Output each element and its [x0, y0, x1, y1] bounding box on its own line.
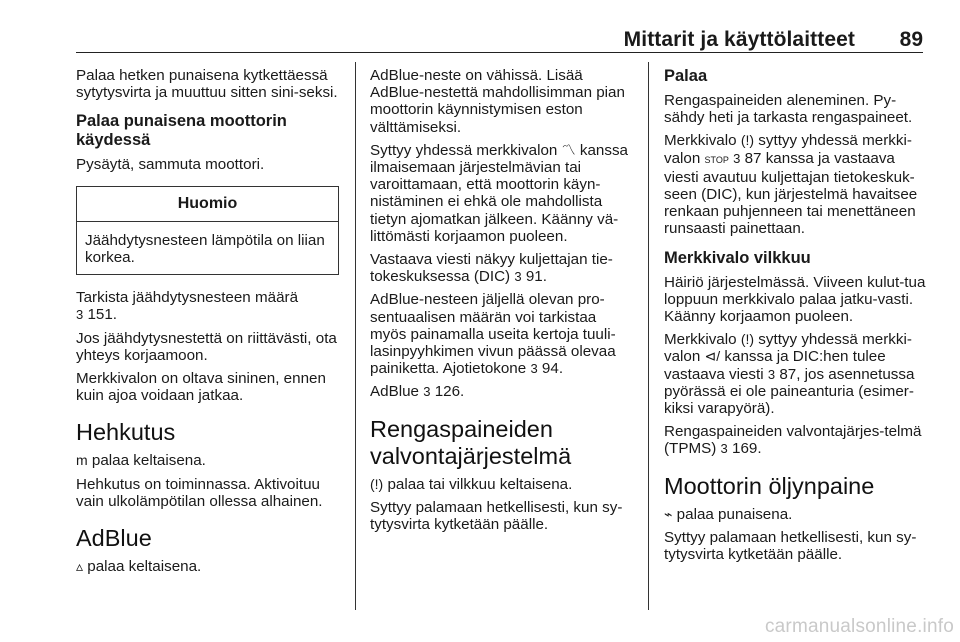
page-reference[interactable]: 151. — [87, 306, 118, 324]
header-rule — [76, 52, 923, 53]
text: Syttyy yhdessä merkkivalon — [370, 141, 558, 159]
oil-pressure-icon: ⌁ — [664, 505, 673, 522]
column-divider — [355, 62, 356, 610]
paragraph — [370, 476, 632, 493]
paragraph — [370, 383, 632, 400]
page-reference[interactable]: 91. — [525, 268, 547, 286]
paragraph — [76, 289, 339, 323]
page-header — [76, 28, 923, 50]
text: Rengaspaineiden valvontajärjes-telmä (TPMS) — [664, 423, 922, 458]
paragraph — [664, 132, 927, 237]
page-reference[interactable]: 169. — [732, 440, 762, 458]
caution-box — [76, 186, 339, 276]
glow-plug-icon: m — [76, 452, 88, 469]
paragraph — [370, 291, 632, 377]
reference-arrow-icon: 3 — [767, 366, 776, 382]
paragraph: Palaa hetken punaisena kytkettäessä sytytysvirta ja muuttuu sitten sini-seksi. — [76, 67, 338, 102]
section-heading: Moottorin öljynpaine — [664, 472, 875, 499]
paragraph: Merkkivalon on oltava sininen, ennen kuin ajoa voidaan jatkaa. — [76, 370, 326, 405]
paragraph: Häiriö järjestelmässä. Viiveen kulut-tua loppuun merkkivalo palaa jatku-vasti. Käänny korjaamon puoleen. — [664, 273, 926, 326]
text: palaa tai vilkkuu keltaisena. — [387, 475, 573, 493]
paragraph — [370, 142, 632, 245]
caution-text: Jäähdytysnesteen lämpötila on liian korkea. — [85, 231, 325, 267]
tyre-dic-icon: ⊲/ — [704, 348, 721, 365]
column-2 — [370, 67, 632, 539]
wrench-icon: 〽 — [561, 141, 576, 158]
text: Merkkivalo — [664, 132, 737, 150]
text: kanssa ilmaisemaan järjestelmävian tai varoittamaan, että moottorin käyn-nistäminen ei ehkä ole mahdollista tietyn ajomatkan jälkeen. Käänny vä-littömästi korjaamon puoleen. — [370, 141, 628, 245]
paragraph — [76, 452, 339, 469]
paragraph — [664, 506, 927, 523]
text: 87, jos asennetussa pyörässä ei ole paineanturia (esimer-kiksi varapyörä). — [664, 365, 915, 418]
page-title: Mittarit ja käyttölaitteet — [623, 28, 855, 51]
text: palaa punaisena. — [676, 505, 793, 523]
page-reference[interactable]: 126. — [434, 383, 465, 401]
paragraph: Pysäytä, sammuta moottori. — [76, 156, 265, 174]
tyre-pressure-icon: (!) — [740, 132, 755, 149]
reference-arrow-icon: 3 — [530, 361, 538, 377]
section-heading: Hehkutus — [76, 419, 176, 446]
paragraph — [664, 423, 927, 457]
tyre-pressure-icon: (!) — [370, 475, 384, 492]
column-3 — [664, 67, 927, 569]
text: Vastaava viesti näkyy kuljettajan tie-tokeskuksessa (DIC) — [370, 251, 613, 286]
paragraph: Jos jäähdytysnestettä on riittävästi, ota yhteys korjaamoon. — [76, 329, 337, 364]
page-reference[interactable]: 94. — [541, 360, 564, 378]
paragraph: Syttyy palamaan hetkellisesti, kun sy-tytysvirta kytketään päälle. — [370, 498, 623, 534]
text: kanssa ja DIC:hen tulee vastaava viesti — [664, 348, 886, 383]
paragraph: Syttyy palamaan hetkellisesti, kun sy-tytysvirta kytketään päälle. — [664, 528, 917, 564]
watermark: carmanualsonline.info — [764, 616, 954, 637]
column-divider — [648, 62, 649, 610]
paragraph: Hehkutus on toiminnassa. Aktivoituu vain ulkolämpötilan ollessa alhainen. — [76, 475, 323, 510]
tyre-pressure-icon: (!) — [740, 331, 755, 348]
paragraph — [664, 331, 927, 417]
text: syttyy yhdessä merkki-valon — [664, 132, 912, 167]
reference-arrow-icon: 3 — [423, 384, 431, 400]
subheading: Palaa — [664, 67, 708, 85]
text: AdBlue — [370, 383, 419, 401]
subheading: Merkkivalo vilkkuu — [664, 248, 811, 267]
reference-arrow-icon: 3 — [76, 307, 84, 323]
subheading: Palaa punaisena moottorin käydessä — [76, 112, 287, 150]
text: 87 kanssa ja vastaava viesti avautuu kuljettajan tietokeskuk-seen (DIC), kun järjestelmä havaitsee renkaan puhjenneen tai menettäneen runsaasti painettaan. — [664, 149, 918, 238]
text: syttyy yhdessä merkki-valon — [664, 331, 912, 366]
paragraph: AdBlue-neste on vähissä. Lisää AdBlue-nestettä mahdollisimman pian moottorin käynnistymisen eston välttämiseksi. — [370, 67, 625, 136]
paragraph: Rengaspaineiden aleneminen. Py-sähdy heti ja tarkasta rengaspaineet. — [664, 92, 913, 127]
reference-arrow-icon: 3 — [514, 269, 522, 285]
caution-title: Huomio — [77, 187, 338, 222]
reference-arrow-icon: 3 — [720, 441, 728, 457]
section-heading: Rengaspaineiden valvontajärjestelmä — [370, 415, 572, 469]
text: palaa keltaisena. — [91, 452, 206, 470]
adblue-icon: ▵ — [76, 558, 84, 575]
text: Tarkista jäähdytysnesteen määrä — [76, 289, 299, 307]
page-number: 89 — [899, 28, 923, 51]
column-1 — [76, 67, 339, 581]
text: AdBlue-nesteen jäljellä olevan pro-sentuaalisen määrän voi tarkistaa myös painamalla useita kertoja tuuli-lasinpyyhkimen vivun päässä olevaa painiketta. Ajotietokone — [370, 291, 616, 378]
paragraph — [370, 251, 632, 285]
paragraph — [76, 558, 339, 575]
reference-arrow-icon: 3 — [733, 150, 741, 166]
text: palaa keltaisena. — [87, 558, 202, 576]
section-heading: AdBlue — [76, 525, 152, 552]
text: Merkkivalo — [664, 331, 737, 349]
stop-icon: STOP — [704, 154, 729, 165]
